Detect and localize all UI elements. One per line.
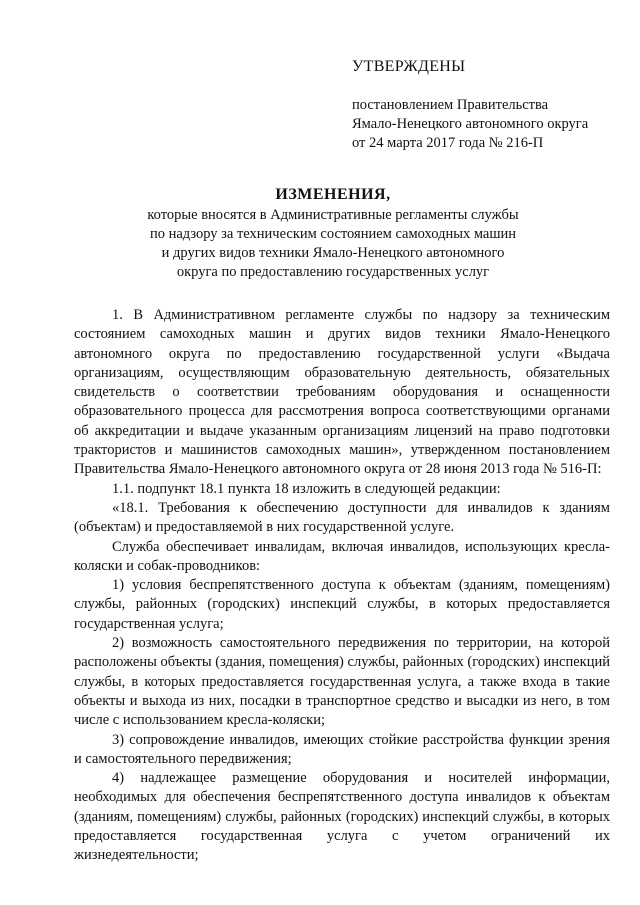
heading-line: и других видов техники Ямало-Ненецкого автономного [161, 245, 505, 261]
document-heading [60, 184, 606, 282]
approval-title: УТВЕРЖДЕНЫ [352, 58, 466, 75]
approval-line: от 24 марта 2017 года № 216-П [352, 135, 544, 151]
body-paragraph: 2) возможность самостоятельного передвижения по территории, на которой расположены объекты (здания, помещения) службы, районных (городских) инспекций службы, в которых предоставляется государственная услуга, а также входа в такие объекты и выхода из них, посадки в транспортное средство и высадки из него, в том числе с использованием кресла-коляски; [74, 635, 610, 729]
approval-block [352, 58, 622, 153]
body-paragraph: 3) сопровождение инвалидов, имеющих стойкие расстройства функции зрения и самостоятельного передвижения; [74, 731, 610, 767]
heading-line: которые вносятся в Административные регламенты службы [147, 207, 519, 223]
heading-title: ИЗМЕНЕНИЯ, [275, 186, 391, 203]
heading-line: по надзору за техническим состоянием самоходных машин [149, 226, 517, 242]
body-paragraph: «18.1. Требования к обеспечению доступности для инвалидов к зданиям (объектам) и предоставляемой в них государственной услуге. [74, 499, 610, 536]
heading-line: округа по предоставлению государственных услуг [176, 264, 490, 280]
body-paragraph: Служба обеспечивает инвалидам, включая инвалидов, использующих кресла-коляски и собак-проводников: [74, 538, 610, 574]
body-paragraph: 1) условия беспрепятственного доступа к объектам (зданиям, помещениям) службы, районных (городских) инспекций службы, в которых предоставляется государственная услуга; [74, 577, 610, 632]
body-paragraph: 1. В Административном регламенте службы по надзору за техническим состоянием самоходных машин и других видов техники Ямало-Ненецкого автономного округа по предоставлению государственной услуги «Выдача организациям, осуществляющим образовательную деятельность, обязательных свидетельств о соответствии требованиям оборудования и оснащенности образовательного процесса для рассмотрения вопроса соответствующими органами об аккредитации и выдаче указанным организациям лицензий на право подготовки трактористов и машинистов самоходных машин», утвержденном постановлением Правительства Ямало-Ненецкого автономного округа от 28 июня 2013 года № 516-П: [74, 307, 610, 478]
body-paragraph: 1.1. подпункт 18.1 пункта 18 изложить в следующей редакции: [112, 480, 501, 497]
approval-line: постановлением Правительства [352, 97, 549, 113]
approval-line: Ямало-Ненецкого автономного округа [352, 116, 589, 132]
body-paragraph: 4) надлежащее размещение оборудования и носителей информации, необходимых для обеспечения беспрепятственного доступа инвалидов к объектам (зданиям, помещениям) службы, районных (городских) инспекций службы, в которых предоставляется государственная услуга с учетом ограничений их жизнедеятельности; [74, 770, 610, 864]
document-body [74, 306, 610, 866]
